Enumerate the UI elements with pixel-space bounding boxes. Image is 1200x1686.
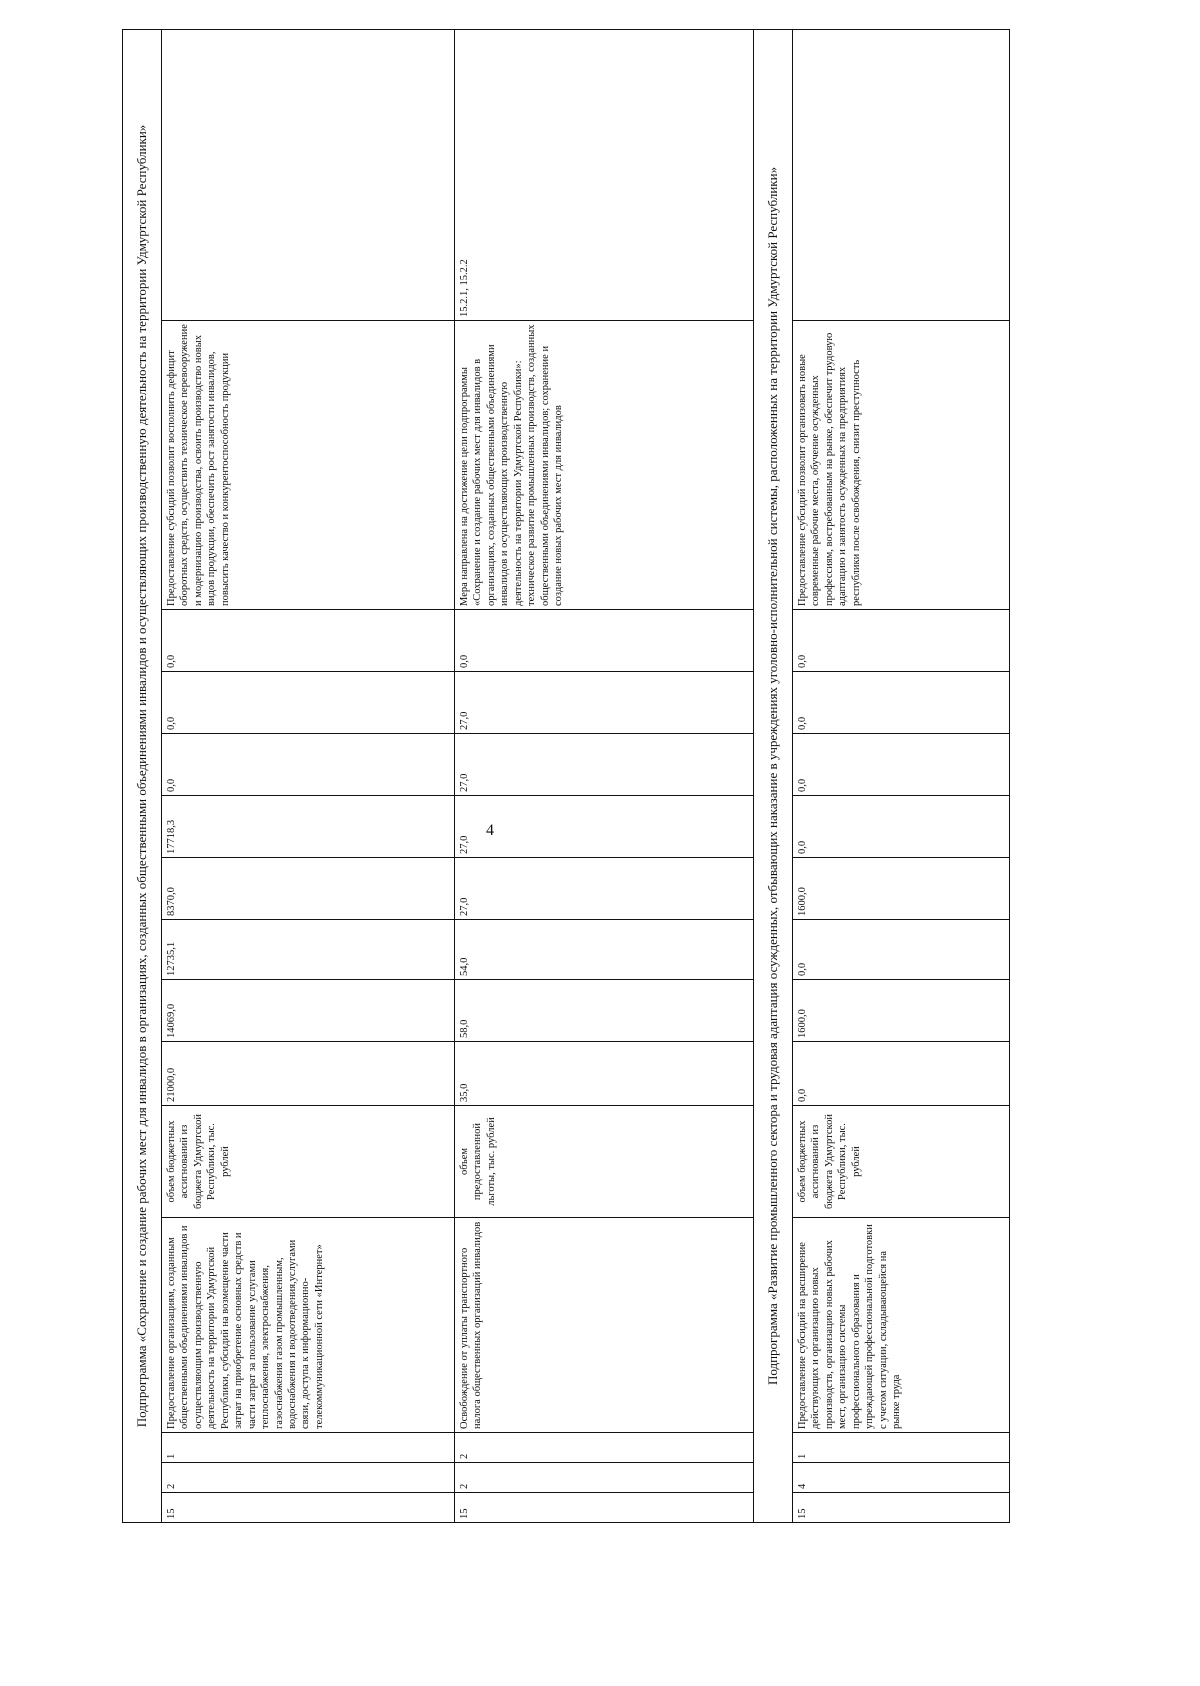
value-y7-cell: 0,0 xyxy=(793,672,1010,734)
target-indicators-cell: 15.2.1, 15.2.2 xyxy=(455,29,754,320)
value-y5-cell: 0,0 xyxy=(793,796,1010,858)
measure-name-cell: Предоставление организациям, созданным общественными объединениями инвалидов и осуществляющим производственную деятельность на территории Удмуртской Республики, субсидий на возмещение части затрат на приобретение основных средств и части затрат за пользование услугами теплоснабжения, электроснабжения, газоснабжения газом промышленным, водоснабжения и водоотведения,услугами связи, доступа к информационно-телекоммуникационной сети «Интернет» xyxy=(162,1218,455,1433)
measure-name-cell: Предоставление субсидий на расширение действующих и организацию новых производств, организацию новых рабочих мест, организацию системы профессионального образования и упреждающей профессиональной подготовки с учетом ситуации, складывающейся на рынке труда xyxy=(793,1218,1010,1433)
effect-description-cell: Предоставление субсидий позволит восполнить дефицит оборотных средств, осуществить техническое перевооружение и модернизацию производства, освоить производство новых видов продукции, обеспечить рост занятости инвалидов, повысить качество и конкурентоспособность продукции xyxy=(162,321,455,610)
code-om-cell: 1 xyxy=(162,1433,455,1463)
value-y3-cell: 0,0 xyxy=(793,920,1010,980)
value-y7-cell: 0,0 xyxy=(162,672,455,734)
value-y2-cell: 14069,0 xyxy=(162,980,455,1042)
value-y6-cell: 0,0 xyxy=(162,734,455,796)
code-pp-cell: 2 xyxy=(162,1463,455,1493)
rotated-table-sheet xyxy=(122,120,1006,1523)
subprogram-header-row xyxy=(123,29,162,1522)
indicator-name-cell: объем бюджетных ассигнований из бюджета Удмуртской Республики, тыс. рублей xyxy=(793,1106,1010,1218)
table-row xyxy=(455,29,754,1522)
program-measures-table xyxy=(122,29,1010,1523)
subprogram-title: Подпрограмма «Развитие промышленного сектора и трудовая адаптация осужденных, отбывающих наказание в учреждениях уголовно-исполнительной системы, расположенных на территории Удмуртской Республики» xyxy=(754,29,793,1522)
subprogram-title: Подпрограмма «Сохранение и создание рабочих мест для инвалидов в организациях, созданных общественными объединениями инвалидов и осуществляющих производственную деятельность на территории Удмуртской Республики» xyxy=(123,29,162,1522)
code-gp-cell: 15 xyxy=(455,1493,754,1523)
value-y1-cell: 0,0 xyxy=(793,1042,1010,1106)
value-y1-cell: 35,0 xyxy=(455,1042,754,1106)
measure-name-cell: Освобождение от уплаты транспортного налога общественных организаций инвалидов xyxy=(455,1218,754,1433)
target-indicators-cell xyxy=(162,29,455,320)
effect-description-cell: Предоставление субсидий позволит организовать новые современные рабочие места, обучение осужденных профессиям, востребованным на рынке, обеспечит трудовую адаптацию и занятость осужденных на предприятиях республики после освобождения, снизит преступность xyxy=(793,321,1010,610)
code-om-cell: 1 xyxy=(793,1433,1010,1463)
effect-description-cell: Мера направлена на достижение цели подпрограммы «Сохранение и создание рабочих мест для инвалидов в организациях, созданных общественными объединениями инвалидов и осуществляющих производственную деятельность на территории Удмуртской Республики»: техническое развитие промышленных производств, созданных общественными объединениями инвалидов; сохранение и создание новых рабочих мест для инвалидов xyxy=(455,321,754,610)
value-y2-cell: 58,0 xyxy=(455,980,754,1042)
value-y4-cell: 1600,0 xyxy=(793,858,1010,920)
value-y8-cell: 0,0 xyxy=(162,610,455,672)
code-gp-cell: 15 xyxy=(162,1493,455,1523)
code-pp-cell: 2 xyxy=(455,1463,754,1493)
target-indicators-cell xyxy=(793,29,1010,320)
value-y3-cell: 54,0 xyxy=(455,920,754,980)
code-gp-cell: 15 xyxy=(793,1493,1010,1523)
value-y5-cell: 17718,3 xyxy=(162,796,455,858)
indicator-name-cell: объем бюджетных ассигнований из бюджета Удмуртской Республики, тыс. рублей xyxy=(162,1106,455,1218)
indicator-name-cell: объем предоставленной льготы, тыс. рублей xyxy=(455,1106,754,1218)
value-y5-cell: 27,0 xyxy=(455,796,754,858)
table-row xyxy=(793,29,1010,1522)
value-y6-cell: 0,0 xyxy=(793,734,1010,796)
value-y3-cell: 12735,1 xyxy=(162,920,455,980)
value-y4-cell: 27,0 xyxy=(455,858,754,920)
code-om-cell: 2 xyxy=(455,1433,754,1463)
value-y1-cell: 21000,0 xyxy=(162,1042,455,1106)
value-y6-cell: 27,0 xyxy=(455,734,754,796)
page-number: 4 xyxy=(486,822,494,839)
table-row xyxy=(162,29,455,1522)
value-y8-cell: 0,0 xyxy=(455,610,754,672)
code-pp-cell: 4 xyxy=(793,1463,1010,1493)
value-y2-cell: 1600,0 xyxy=(793,980,1010,1042)
subprogram-header-row xyxy=(754,29,793,1522)
value-y8-cell: 0,0 xyxy=(793,610,1010,672)
value-y7-cell: 27,0 xyxy=(455,672,754,734)
value-y4-cell: 8370,0 xyxy=(162,858,455,920)
